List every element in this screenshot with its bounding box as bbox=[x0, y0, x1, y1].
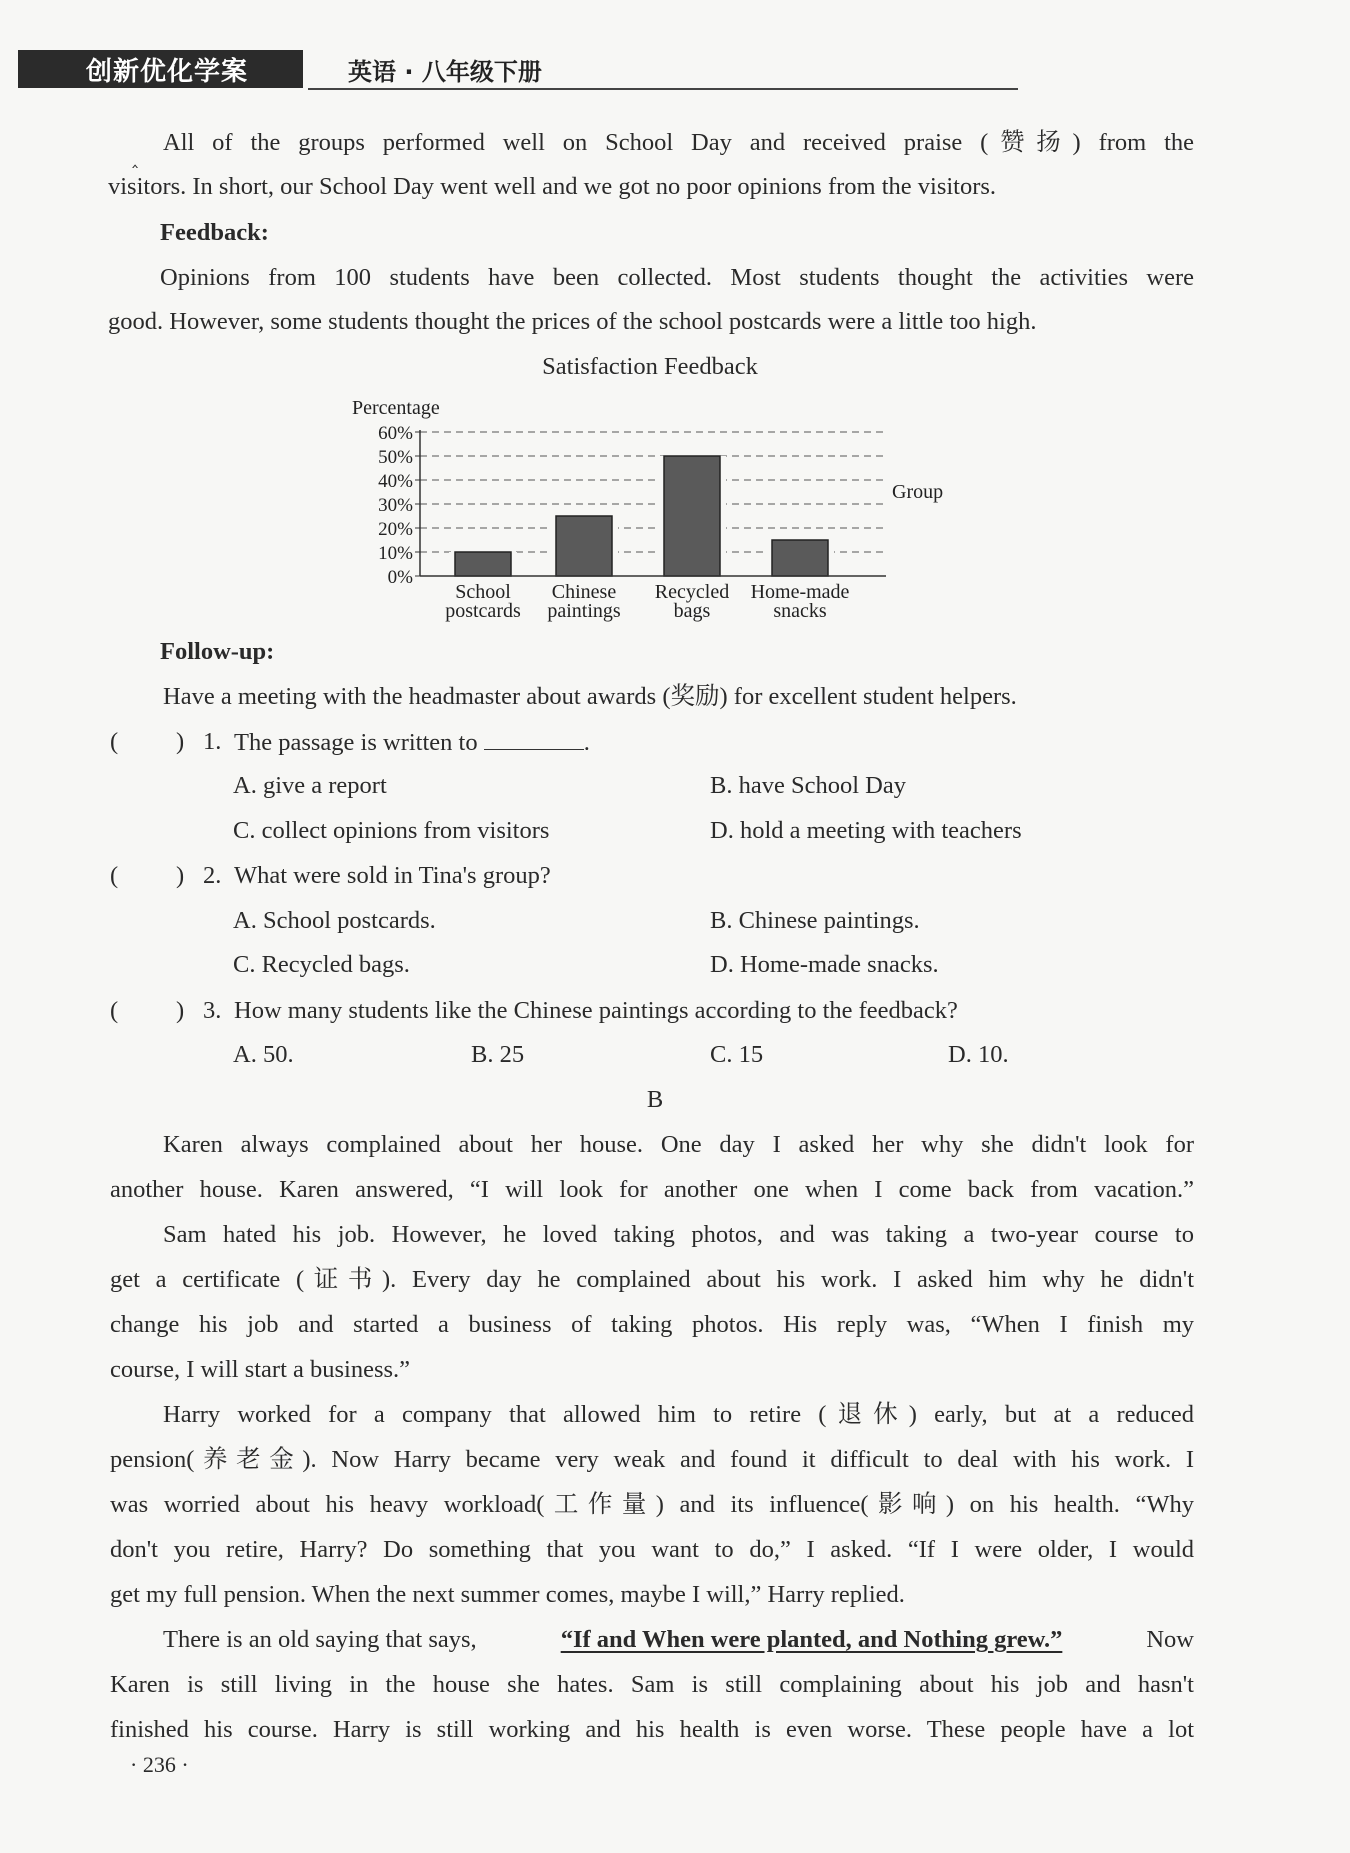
paragraph-line: Have a meeting with the headmaster about awards (奖励) for excellent student helpers. bbox=[163, 683, 1017, 710]
x-category-label: snacks bbox=[773, 600, 827, 622]
saying-intro: There is an old saying that says, bbox=[163, 1626, 477, 1653]
x-axis-label: Group bbox=[892, 481, 944, 503]
paragraph-line: Karen always complained about her house. One day I asked her why she didn't look for bbox=[163, 1131, 1194, 1158]
question-stem: What were sold in Tina's group? bbox=[234, 862, 551, 889]
answer-paren-close: ) bbox=[176, 862, 185, 889]
option-a: A. School postcards. bbox=[233, 907, 436, 934]
option-b: B. Chinese paintings. bbox=[710, 907, 920, 934]
question-number: 1. bbox=[203, 728, 222, 755]
option-a: A. give a report bbox=[233, 772, 387, 799]
bar bbox=[664, 456, 720, 576]
paragraph-line: good. However, some students thought the prices of the school postcards were a little too high. bbox=[108, 308, 1037, 335]
question-stem: How many students like the Chinese paintings according to the feedback? bbox=[234, 997, 958, 1024]
question-stem bbox=[234, 727, 590, 758]
saying-after: Now bbox=[1146, 1626, 1194, 1653]
key-saying: “If and When were planted, and Nothing grew.” bbox=[560, 1626, 1063, 1653]
paragraph-line: get my full pension. When the next summer comes, maybe I will,” Harry replied. bbox=[110, 1581, 905, 1608]
question-number: 3. bbox=[203, 997, 222, 1024]
answer-paren-open: ( bbox=[110, 997, 119, 1024]
x-category-label: Home-made bbox=[750, 581, 850, 603]
option-d: D. 10. bbox=[948, 1041, 1009, 1068]
x-category-labels bbox=[445, 581, 849, 622]
paragraph-line: was worried about his heavy workload(工作量) and its influence(影响) on his health. “Why bbox=[110, 1491, 1194, 1518]
paragraph-line-quote bbox=[163, 1625, 1194, 1655]
option-d: D. hold a meeting with teachers bbox=[710, 817, 1022, 844]
y-tick-label: 60% bbox=[378, 423, 413, 444]
paragraph-line: Sam hated his job. However, he loved taking photos, and was taking a two-year course to bbox=[163, 1221, 1194, 1248]
x-category-label: bags bbox=[673, 600, 711, 622]
paragraph-line: another house. Karen answered, “I will look for another one when I come back from vacation.” bbox=[110, 1176, 1194, 1203]
paragraph-line: pension(养老金). Now Harry became very weak and found it difficult to deal with his work. I bbox=[110, 1446, 1194, 1473]
chart-title: Satisfaction Feedback bbox=[542, 353, 758, 380]
question-stem-end: . bbox=[583, 729, 590, 756]
paragraph-line: visitors. In short, our School Day went well and we got no poor opinions from the visitors. bbox=[108, 173, 997, 200]
answer-paren-open: ( bbox=[110, 862, 119, 889]
y-tick-label: 50% bbox=[378, 447, 413, 468]
followup-heading: Follow-up: bbox=[160, 638, 275, 665]
paragraph-line: Harry worked for a company that allowed him to retire (退休) early, but at a reduced bbox=[163, 1401, 1194, 1428]
x-category-label: paintings bbox=[547, 600, 621, 622]
page-header bbox=[18, 50, 1018, 94]
brand-banner: 创新优化学案 bbox=[18, 50, 303, 88]
option-c: C. Recycled bags. bbox=[233, 951, 410, 978]
option-a: A. 50. bbox=[233, 1041, 294, 1068]
option-b: B. have School Day bbox=[710, 772, 906, 799]
answer-paren-open: ( bbox=[110, 728, 119, 755]
grid-lines bbox=[420, 432, 886, 552]
paragraph-line: get a certificate (证书). Every day he complained about his work. I asked him why he didn't bbox=[110, 1266, 1194, 1293]
paragraph-line: Karen is still living in the house she hates. Sam is still complaining about his job and hasn't bbox=[110, 1671, 1194, 1698]
option-b: B. 25 bbox=[471, 1041, 525, 1068]
feedback-heading: Feedback: bbox=[160, 219, 269, 246]
paragraph-line: don't you retire, Harry? Do something that you want to do,” I asked. “If I were older, I would bbox=[110, 1536, 1194, 1563]
y-tick-labels bbox=[378, 423, 420, 588]
answer-blank bbox=[484, 727, 584, 750]
paragraph-line: finished his course. Harry is still working and his health is even worse. These people have a lot bbox=[110, 1716, 1194, 1743]
bar bbox=[772, 540, 828, 576]
answer-paren-close: ) bbox=[176, 728, 185, 755]
option-c: C. collect opinions from visitors bbox=[233, 817, 550, 844]
question-stem-text: The passage is written to bbox=[234, 729, 478, 756]
paragraph-line: Opinions from 100 students have been collected. Most students thought the activities were bbox=[160, 264, 1194, 291]
y-axis-label: Percentage bbox=[352, 397, 440, 419]
y-tick-label: 20% bbox=[378, 519, 413, 540]
x-category-label: School bbox=[455, 581, 511, 603]
option-d: D. Home-made snacks. bbox=[710, 951, 939, 978]
y-tick-label: 10% bbox=[378, 543, 413, 564]
x-category-label: postcards bbox=[445, 600, 521, 622]
question-number: 2. bbox=[203, 862, 222, 889]
option-c: C. 15 bbox=[710, 1041, 764, 1068]
paragraph-line: All of the groups performed well on School Day and received praise (赞扬) from the bbox=[163, 129, 1194, 156]
answer-paren-close: ) bbox=[176, 997, 185, 1024]
paragraph-line: course, I will start a business.” bbox=[110, 1356, 411, 1383]
y-tick-label: 40% bbox=[378, 471, 413, 492]
header-rule bbox=[308, 88, 1018, 90]
bars bbox=[449, 456, 834, 576]
bar bbox=[556, 516, 612, 576]
page-number: · 236 · bbox=[130, 1752, 189, 1777]
section-label-b: B bbox=[646, 1086, 664, 1113]
y-tick-label: 30% bbox=[378, 495, 413, 516]
bar-chart bbox=[330, 390, 970, 630]
y-tick-label: 0% bbox=[387, 567, 413, 588]
paragraph-line: change his job and started a business of taking photos. His reply was, “When I finish my bbox=[110, 1311, 1194, 1338]
x-category-label: Chinese bbox=[551, 581, 617, 603]
bar bbox=[455, 552, 511, 576]
caret-mark: ‸ bbox=[132, 148, 139, 168]
x-category-label: Recycled bbox=[654, 581, 730, 603]
subject-title: 英语 · 八年级下册 bbox=[348, 58, 542, 86]
